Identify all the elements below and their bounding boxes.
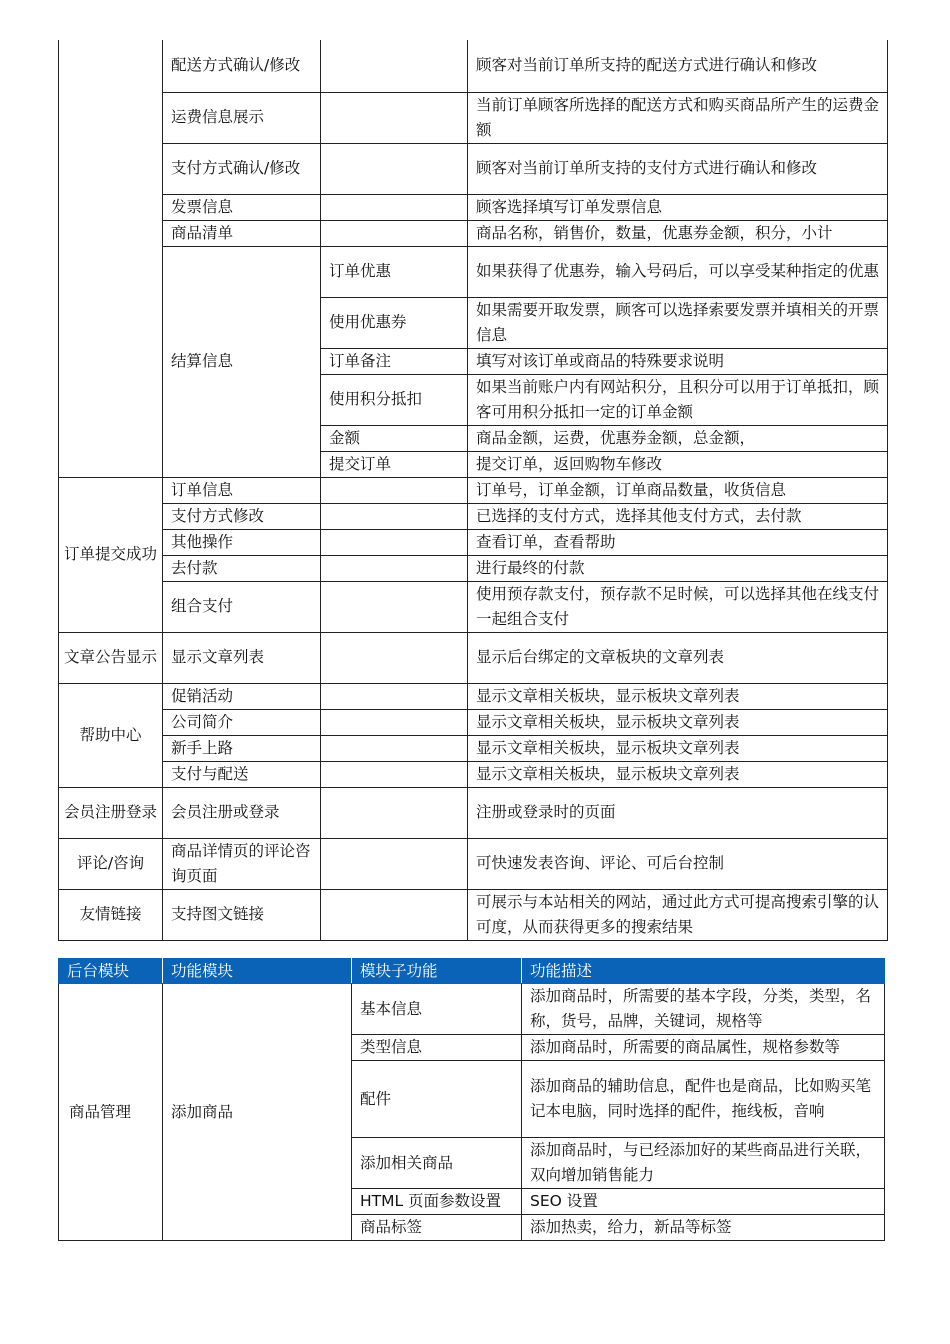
sub-cell — [321, 194, 468, 220]
desc-cell: 查看订单，查看帮助 — [468, 529, 888, 555]
feature-cell: 添加商品 — [163, 984, 352, 1241]
module-cell: 会员注册登录 — [59, 787, 163, 838]
feature-cell: 商品清单 — [163, 220, 321, 246]
header-cell: 功能模块 — [163, 959, 352, 984]
header-cell: 后台模块 — [59, 959, 163, 984]
sub-cell — [321, 220, 468, 246]
feature-cell: 支付与配送 — [163, 761, 321, 787]
desc-cell: 如果获得了优惠券，输入号码后，可以享受某种指定的优惠 — [468, 246, 888, 297]
desc-cell: 添加商品的辅助信息，配件也是商品，比如购买笔记本电脑，同时选择的配件，拖线板，音响 — [522, 1061, 885, 1138]
feature-cell: 商品详情页的评论咨询页面 — [163, 838, 321, 889]
feature-cell: 发票信息 — [163, 194, 321, 220]
sub-cell — [321, 787, 468, 838]
sub-cell — [321, 683, 468, 709]
sub-cell: 配件 — [352, 1061, 522, 1138]
feature-cell: 支付方式确认/修改 — [163, 143, 321, 194]
sub-cell — [321, 143, 468, 194]
sub-cell: 订单备注 — [321, 348, 468, 374]
feature-cell: 支付方式修改 — [163, 503, 321, 529]
module-cell — [59, 40, 163, 477]
desc-cell: 进行最终的付款 — [468, 555, 888, 581]
sub-cell — [321, 503, 468, 529]
feature-cell: 订单信息 — [163, 477, 321, 503]
sub-cell: 订单优惠 — [321, 246, 468, 297]
header-cell: 功能描述 — [522, 959, 885, 984]
module-cell: 帮助中心 — [59, 683, 163, 787]
sub-cell — [321, 735, 468, 761]
desc-cell: 商品金额，运费，优惠券金额，总金额， — [468, 425, 888, 451]
desc-cell: 注册或登录时的页面 — [468, 787, 888, 838]
desc-cell: 订单号，订单金额，订单商品数量，收货信息 — [468, 477, 888, 503]
desc-cell: 商品名称，销售价，数量，优惠券金额，积分，小计 — [468, 220, 888, 246]
feature-cell: 促销活动 — [163, 683, 321, 709]
sub-cell: 使用积分抵扣 — [321, 374, 468, 425]
module-cell: 文章公告显示 — [59, 632, 163, 683]
desc-cell: 可展示与本站相关的网站，通过此方式可提高搜索引擎的认可度，从而获得更多的搜索结果 — [468, 889, 888, 940]
sub-cell — [321, 889, 468, 940]
desc-cell: 提交订单，返回购物车修改 — [468, 451, 888, 477]
desc-cell: 显示文章相关板块，显示板块文章列表 — [468, 709, 888, 735]
desc-cell: 已选择的支付方式，选择其他支付方式，去付款 — [468, 503, 888, 529]
sub-cell: 添加相关商品 — [352, 1138, 522, 1189]
feature-cell: 去付款 — [163, 555, 321, 581]
feature-cell: 配送方式确认/修改 — [163, 40, 321, 92]
desc-cell: SEO 设置 — [522, 1189, 885, 1215]
desc-cell: 显示后台绑定的文章板块的文章列表 — [468, 632, 888, 683]
feature-cell: 运费信息展示 — [163, 92, 321, 143]
sub-cell: 基本信息 — [352, 984, 522, 1035]
desc-cell: 当前订单顾客所选择的配送方式和购买商品所产生的运费金额 — [468, 92, 888, 143]
front-module-table — [58, 40, 888, 941]
feature-cell: 公司简介 — [163, 709, 321, 735]
sub-cell — [321, 632, 468, 683]
desc-cell: 可快速发表咨询、评论、可后台控制 — [468, 838, 888, 889]
feature-cell: 支持图文链接 — [163, 889, 321, 940]
sub-cell: 提交订单 — [321, 451, 468, 477]
feature-cell: 新手上路 — [163, 735, 321, 761]
feature-cell: 显示文章列表 — [163, 632, 321, 683]
sub-cell: 金额 — [321, 425, 468, 451]
sub-cell — [321, 529, 468, 555]
desc-cell: 添加商品时，与已经添加好的某些商品进行关联，双向增加销售能力 — [522, 1138, 885, 1189]
desc-cell: 如果当前账户内有网站积分，且积分可以用于订单抵扣，顾客可用积分抵扣一定的订单金额 — [468, 374, 888, 425]
desc-cell: 显示文章相关板块，显示板块文章列表 — [468, 761, 888, 787]
desc-cell: 顾客选择填写订单发票信息 — [468, 194, 888, 220]
module-cell: 友情链接 — [59, 889, 163, 940]
feature-cell: 会员注册或登录 — [163, 787, 321, 838]
feature-cell: 组合支付 — [163, 581, 321, 632]
sub-cell: 商品标签 — [352, 1215, 522, 1241]
sub-cell: 使用优惠券 — [321, 297, 468, 348]
module-cell: 商品管理 — [59, 984, 163, 1241]
desc-cell: 显示文章相关板块，显示板块文章列表 — [468, 735, 888, 761]
sub-cell — [321, 477, 468, 503]
desc-cell: 添加热卖，给力，新品等标签 — [522, 1215, 885, 1241]
module-cell: 评论/咨询 — [59, 838, 163, 889]
sub-cell — [321, 40, 468, 92]
sub-cell — [321, 581, 468, 632]
header-row — [59, 959, 885, 984]
sub-cell: 类型信息 — [352, 1035, 522, 1061]
desc-cell: 填写对该订单或商品的特殊要求说明 — [468, 348, 888, 374]
sub-cell: HTML 页面参数设置 — [352, 1189, 522, 1215]
sub-cell — [321, 709, 468, 735]
desc-cell: 添加商品时，所需要的商品属性，规格参数等 — [522, 1035, 885, 1061]
feature-cell: 结算信息 — [163, 246, 321, 477]
sub-cell — [321, 838, 468, 889]
desc-cell: 顾客对当前订单所支持的配送方式进行确认和修改 — [468, 40, 888, 92]
desc-cell: 使用预存款支付，预存款不足时候，可以选择其他在线支付一起组合支付 — [468, 581, 888, 632]
module-cell: 订单提交成功 — [59, 477, 163, 632]
sub-cell — [321, 92, 468, 143]
desc-cell: 显示文章相关板块，显示板块文章列表 — [468, 683, 888, 709]
desc-cell: 添加商品时，所需要的基本字段，分类，类型，名称，货号，品牌，关键词，规格等 — [522, 984, 885, 1035]
sub-cell — [321, 761, 468, 787]
feature-cell: 其他操作 — [163, 529, 321, 555]
header-cell: 模块子功能 — [352, 959, 522, 984]
desc-cell: 如果需要开取发票，顾客可以选择索要发票并填相关的开票信息 — [468, 297, 888, 348]
backend-module-table — [58, 958, 885, 1241]
desc-cell: 顾客对当前订单所支持的支付方式进行确认和修改 — [468, 143, 888, 194]
sub-cell — [321, 555, 468, 581]
